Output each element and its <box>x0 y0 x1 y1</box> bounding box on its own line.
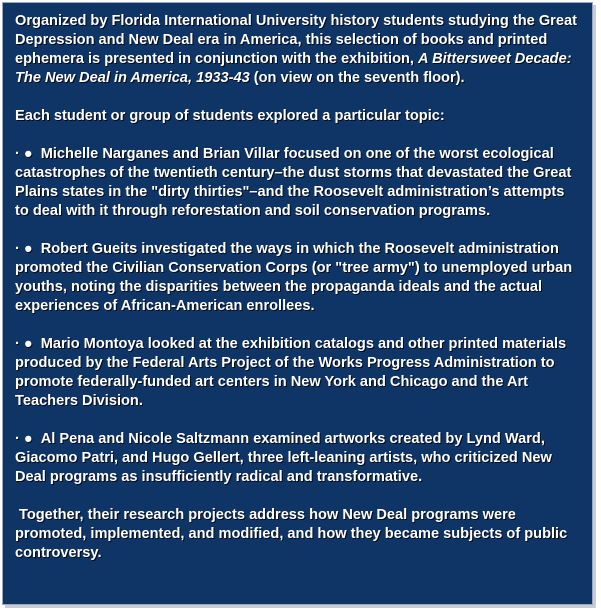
bullet-dot-icon: ● <box>23 431 33 447</box>
topic-text: Mario Montoya looked at the exhibition catalogs and other printed materials produced by the Federal Arts Project of the Works Progress Administration to promote federally-funded art centers in New York and Chicago and the Art Teachers Division. <box>15 336 567 409</box>
bullet-dot-icon: ● <box>23 146 33 162</box>
topic-item <box>15 240 582 316</box>
bullet-dot-icon: ● <box>23 336 33 352</box>
intro-text: Organized by Florida International University history students studying the Great Depression and New Deal era in America, this selection of books and printed ephemera is presented in conjunction with the exhibition, <box>15 13 577 67</box>
bullet-marker: · <box>15 336 20 352</box>
topic-text: Robert Gueits investigated the ways in which the Roosevelt administration promoted the Civilian Conservation Corps (or "tree army") to unemployed urban youths, noting the disparities between the propaganda ideals and the actual experiences of African-American enrollees. <box>15 241 573 314</box>
intro-paragraph <box>15 12 582 88</box>
bullet-marker: · <box>15 241 20 257</box>
intro-text-end: (on view on the seventh floor). <box>249 70 465 86</box>
bullet-marker: · <box>15 431 20 447</box>
bullet-marker: · <box>15 146 20 162</box>
topic-item <box>15 430 582 487</box>
closing-paragraph: Together, their research projects address how New Deal programs were promoted, implemented, and modified, and how they became subjects of public controversy. <box>15 507 568 561</box>
lead-in-paragraph: Each student or group of students explored a particular topic: <box>15 108 445 124</box>
topic-text: Al Pena and Nicole Saltzmann examined artworks created by Lynd Ward, Giacomo Patri, and Hugo Gellert, three left-leaning artists, who criticized New Deal programs as insufficiently radical and transformative. <box>15 431 552 485</box>
topic-item <box>15 145 582 221</box>
topic-text: Michelle Narganes and Brian Villar focused on one of the worst ecological catastrophes of the twentieth century–the dust storms that devastated the Great Plains states in the "dirty thirties"–and the Roosevelt administration’s attempts to deal with it through reforestation and soil conservation programs. <box>15 146 572 219</box>
exhibition-description-panel <box>2 2 593 605</box>
topic-item <box>15 335 582 411</box>
exhibition-title: A Bittersweet Decade: The New Deal in America, 1933-43 <box>15 51 572 86</box>
bullet-dot-icon: ● <box>23 241 33 257</box>
